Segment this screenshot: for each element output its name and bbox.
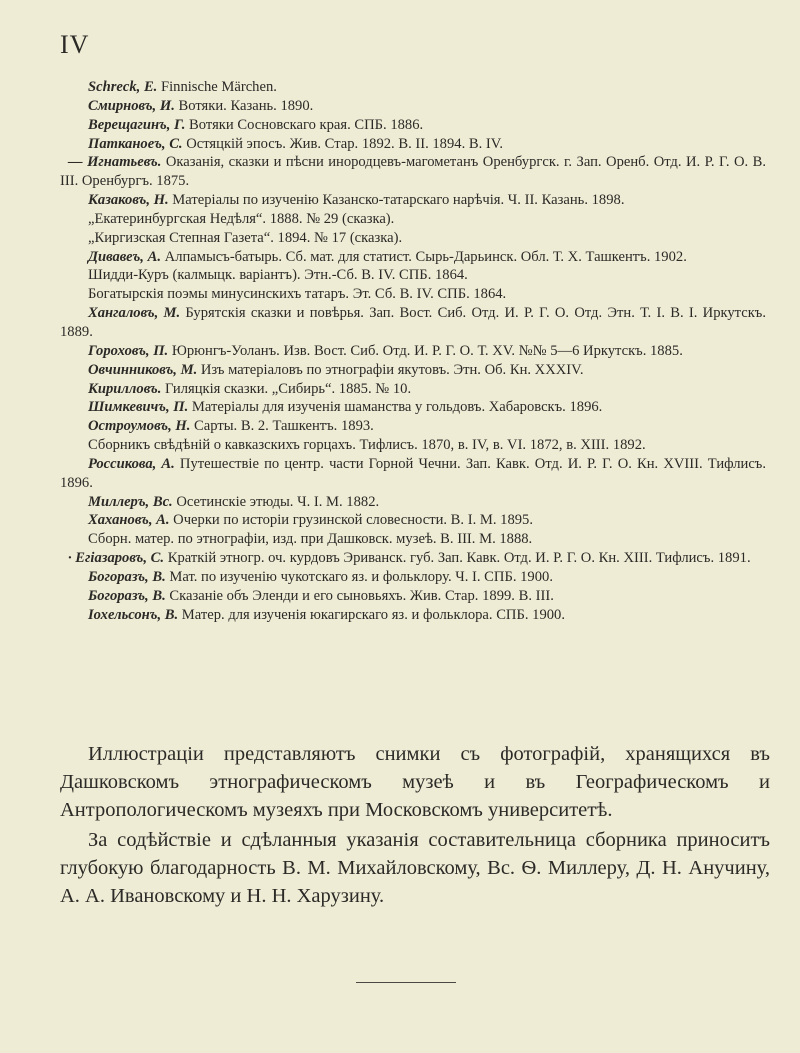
entry-text: Остяцкій эпосъ. Жив. Стар. 1892. В. II. 1894. В. IV.	[182, 135, 504, 152]
entry-author: Богоразъ, В.	[88, 587, 166, 604]
entry-text: Осетинскіе этюды. Ч. I. М. 1882.	[172, 493, 380, 510]
entry-author: Смирновъ, И.	[88, 97, 175, 114]
entry-author: Богоразъ, В.	[88, 568, 166, 585]
entry-text: Мат. по изученію чукотскаго яз. и фольклору. Ч. I. СПБ. 1900.	[165, 568, 553, 585]
entry-text: Краткій этногр. оч. курдовъ Эриванск. губ. Зап. Кавк. Отд. И. Р. Г. О. Кн. XIII. Тифлисъ. 1891.	[164, 550, 751, 567]
entry-text: Сборникъ свѣдѣній о кавказскихъ горцахъ. Тифлисъ. 1870, в. IV, в. VI. 1872, в. XIII. 1892.	[88, 437, 646, 454]
entry-text: Матер. для изученія юкагирскаго яз. и фольклора. СПБ. 1900.	[178, 606, 565, 623]
bibliography-entry	[60, 97, 766, 116]
bibliography-entry	[60, 116, 766, 135]
entry-text: Оказанія, сказки и пѣсни инородцевъ-магометанъ Оренбургск. г. Зап. Оренб. Отд. И. Р. Г. О. В. III. Оренбургъ. 1875.	[60, 154, 767, 190]
bibliography-entry	[60, 342, 766, 361]
bibliography-entry	[60, 266, 766, 285]
acknowledgement-paragraph: За содѣйствіе и сдѣланныя указанія составительница сборника приноситъ глубокую благодарность В. М. Михайловскому, Вс. Ѳ. Миллеру, Д. Н. Анучину, А. А. Ивановскому и Н. Н. Харузину.	[60, 829, 770, 907]
bibliography-entry	[60, 285, 766, 304]
bibliography-list	[60, 78, 766, 624]
bibliography-entry	[60, 568, 766, 587]
bibliography-entry	[60, 493, 766, 512]
entry-text: „Екатеринбургская Недѣля“. 1888. № 29 (сказка).	[88, 210, 395, 227]
entry-author: Дивавеъ, А.	[88, 248, 161, 265]
closing-text	[60, 740, 770, 910]
entry-text: Богатырскія поэмы минусинскихъ татаръ. Эт. Сб. В. IV. СПБ. 1864.	[88, 286, 507, 303]
bibliography-entry	[60, 398, 766, 417]
entry-author: Хахановъ, А.	[88, 512, 170, 529]
bibliography-entry	[60, 304, 766, 342]
entry-text: Сборн. матер. по этнографіи, изд. при Дашковск. музеѣ. В. III. М. 1888.	[88, 531, 533, 548]
bibliography-entry	[60, 191, 766, 210]
bibliography-entry	[60, 153, 766, 191]
entry-text: Путешествіе по центр. части Горной Чечни. Зап. Кавк. Отд. И. Р. Г. О. Кн. XVIII. Тифлисъ. 1896.	[60, 455, 766, 491]
bibliography-entry	[60, 417, 766, 436]
entry-author: Овчинниковъ, М.	[88, 361, 198, 378]
entry-text: Шидди-Куръ (калмыцк. варіантъ). Этн.-Сб. В. IV. СПБ. 1864.	[88, 267, 468, 284]
bibliography-entry	[60, 455, 766, 493]
entry-author: Іохельсонъ, В.	[88, 606, 179, 623]
bibliography-entry	[60, 530, 766, 549]
entry-text: Юрюнгъ-Уоланъ. Изв. Вост. Сиб. Отд. И. Р. Г. О. Т. XV. №№ 5—6 Иркутскъ. 1885.	[168, 342, 683, 359]
illustrations-paragraph: Иллюстраціи представляютъ снимки съ фотографій, хранящихся въ Дашковскомъ этнографическомъ музеѣ и въ Географическомъ и Антропологическомъ музеяхъ при Московскомъ университетѣ.	[60, 743, 770, 821]
divider-rule	[356, 982, 456, 983]
page-number: IV	[60, 30, 90, 59]
entry-text: Вотяки Сосновскаго края. СПБ. 1886.	[185, 116, 424, 133]
entry-text: Гиляцкія сказки. „Сибирь“. 1885. № 10.	[161, 380, 412, 397]
entry-text: Сказаніе объ Эленди и его сыновьяхъ. Жив. Стар. 1899. В. III.	[165, 587, 554, 604]
entry-text: Сарты. В. 2. Ташкентъ. 1893.	[190, 418, 374, 435]
bibliography-entry	[60, 380, 766, 399]
bibliography-entry	[60, 436, 766, 455]
bibliography-entry	[60, 135, 766, 154]
entry-author: Schreck, E.	[88, 79, 158, 95]
entry-author: Остроумовъ, Н.	[88, 418, 191, 435]
entry-text: Вотяки. Казань. 1890.	[174, 97, 314, 114]
entry-text: Изъ матеріаловъ по этнографіи якутовъ. Этн. Об. Кн. XXXIV.	[197, 361, 584, 378]
entry-text: Очерки по исторіи грузинской словесности. В. I. М. 1895.	[169, 512, 533, 529]
entry-text: Матеріалы по изученію Казанско-татарскаго нарѣчія. Ч. II. Казань. 1898.	[168, 192, 625, 209]
entry-text: Бурятскія сказки и повѣрья. Зап. Вост. Сиб. Отд. И. Р. Г. О. Отд. Этн. Т. I. В. I. Иркутскъ. 1889.	[60, 305, 766, 340]
entry-author: Миллеръ, Вс.	[88, 493, 173, 510]
bibliography-entry	[60, 229, 766, 248]
bibliography-entry	[60, 549, 766, 568]
entry-text: „Киргизская Степная Газета“. 1894. № 17 (сказка).	[88, 229, 403, 246]
bibliography-entry	[60, 210, 766, 229]
bibliography-entry	[60, 587, 766, 606]
entry-author: Шимкевичъ, П.	[88, 399, 189, 416]
entry-text: Алпамысъ-батырь. Сб. мат. для статист. Сырь-Дарьинск. Обл. Т. X. Ташкентъ. 1902.	[161, 248, 687, 265]
entry-author: Хангаловъ, М.	[88, 305, 181, 322]
entry-text: Finnische Märchen.	[157, 79, 277, 95]
bibliography-entry	[60, 361, 766, 380]
bibliography-entry	[60, 606, 766, 625]
bibliography-entry	[60, 248, 766, 267]
bibliography-entry	[60, 511, 766, 530]
entry-author: Патканоеъ, С.	[88, 135, 183, 152]
entry-author: Верещагинъ, Г.	[88, 116, 186, 133]
entry-author: Казаковъ, Н.	[88, 192, 169, 209]
entry-author: Гороховъ, П.	[88, 342, 169, 359]
entry-author: — Игнатьевъ.	[68, 154, 162, 171]
entry-author: Кирилловъ.	[88, 380, 162, 397]
entry-author: · Егіазаровъ, С.	[68, 550, 165, 567]
bibliography-entry	[60, 78, 766, 97]
entry-author: Россикова, А.	[88, 455, 175, 472]
entry-text: Матеріалы для изученія шаманства у гольдовъ. Хабаровскъ. 1896.	[188, 399, 603, 416]
